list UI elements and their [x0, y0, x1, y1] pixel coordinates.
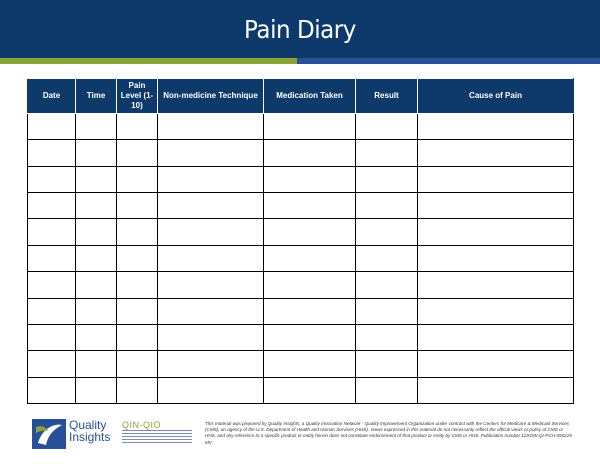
table-cell[interactable]	[418, 114, 574, 140]
table-cell[interactable]	[418, 351, 574, 377]
table-cell[interactable]	[117, 272, 158, 298]
column-header-date: Date	[28, 79, 76, 114]
table-cell[interactable]	[264, 219, 356, 245]
table-cell[interactable]	[158, 324, 264, 350]
table-cell[interactable]	[356, 324, 418, 350]
table-cell[interactable]	[264, 377, 356, 403]
table-row	[28, 140, 574, 166]
table-cell[interactable]	[28, 324, 76, 350]
table-cell[interactable]	[28, 219, 76, 245]
table-cell[interactable]	[356, 140, 418, 166]
table-cell[interactable]	[356, 166, 418, 192]
accent-stripe-blue	[297, 58, 600, 64]
table-row	[28, 324, 574, 350]
column-header-medication: Medication Taken	[264, 79, 356, 114]
table-cell[interactable]	[264, 193, 356, 219]
table-cell[interactable]	[356, 114, 418, 140]
table-cell[interactable]	[356, 298, 418, 324]
table-cell[interactable]	[117, 245, 158, 271]
table-cell[interactable]	[264, 166, 356, 192]
table-body	[28, 114, 574, 404]
table-cell[interactable]	[117, 377, 158, 403]
table-row	[28, 193, 574, 219]
table-cell[interactable]	[117, 166, 158, 192]
table-cell[interactable]	[356, 377, 418, 403]
table-cell[interactable]	[418, 219, 574, 245]
table-row	[28, 298, 574, 324]
table-cell[interactable]	[158, 298, 264, 324]
logo-text-quality: Quality	[69, 418, 107, 432]
table-cell[interactable]	[76, 193, 117, 219]
page-title: Pain Diary	[244, 15, 356, 44]
table-cell[interactable]	[418, 298, 574, 324]
table-cell[interactable]	[158, 219, 264, 245]
table-cell[interactable]	[158, 351, 264, 377]
table-cell[interactable]	[76, 114, 117, 140]
table-cell[interactable]	[117, 140, 158, 166]
table-cell[interactable]	[158, 245, 264, 271]
table-cell[interactable]	[356, 245, 418, 271]
table-cell[interactable]	[117, 298, 158, 324]
table-cell[interactable]	[264, 272, 356, 298]
table-cell[interactable]	[117, 114, 158, 140]
table-row	[28, 166, 574, 192]
table-cell[interactable]	[418, 140, 574, 166]
table-cell[interactable]	[356, 193, 418, 219]
table-cell[interactable]	[28, 114, 76, 140]
table-cell[interactable]	[117, 193, 158, 219]
table-cell[interactable]	[28, 166, 76, 192]
pain-diary-table	[27, 78, 574, 404]
table-row	[28, 377, 574, 403]
table-cell[interactable]	[28, 272, 76, 298]
table-cell[interactable]	[28, 351, 76, 377]
quality-insights-logo-icon	[32, 419, 66, 449]
table-cell[interactable]	[117, 351, 158, 377]
table-cell[interactable]	[76, 272, 117, 298]
table-cell[interactable]	[158, 140, 264, 166]
table-cell[interactable]	[418, 377, 574, 403]
table-cell[interactable]	[418, 166, 574, 192]
table-cell[interactable]	[264, 351, 356, 377]
table-cell[interactable]	[28, 298, 76, 324]
table-cell[interactable]	[76, 219, 117, 245]
column-header-technique: Non-medicine Technique	[158, 79, 264, 114]
table-cell[interactable]	[158, 193, 264, 219]
footer-disclaimer: This material was prepared by Quality Insights, a Quality Innovation Network - Quality Improvement Organization under contract with the Centers for Medicare & Medicaid Services (CMS), an agency of the U.S. Department of Health and Human Services (HHS). Views expressed in this material do not necessarily reflect the official views or policy of CMS or HHS, and any reference to a specific product or entity herein does not constitute endorsement of that product or entity by CMS or HHS. Publication number 12SOW-QI-PCH-050225-MV	[205, 421, 574, 445]
table-cell[interactable]	[264, 245, 356, 271]
table-cell[interactable]	[76, 166, 117, 192]
table-row	[28, 272, 574, 298]
table-row	[28, 245, 574, 271]
accent-stripe-green	[0, 58, 297, 64]
table-cell[interactable]	[356, 219, 418, 245]
table-cell[interactable]	[76, 245, 117, 271]
table-cell[interactable]	[264, 298, 356, 324]
table-cell[interactable]	[418, 193, 574, 219]
table-cell[interactable]	[76, 351, 117, 377]
column-header-pain-level: Pain Level (1-10)	[117, 79, 158, 114]
table-cell[interactable]	[28, 377, 76, 403]
table-cell[interactable]	[356, 351, 418, 377]
table-cell[interactable]	[356, 272, 418, 298]
table-cell[interactable]	[264, 140, 356, 166]
table-cell[interactable]	[264, 324, 356, 350]
table-header-row	[28, 79, 574, 114]
quality-insights-logo	[32, 419, 192, 449]
table-cell[interactable]	[28, 245, 76, 271]
logo-tagline-lines	[122, 430, 192, 448]
column-header-cause: Cause of Pain	[418, 79, 574, 114]
logo-text-insights: Insights	[69, 430, 111, 444]
table-cell[interactable]	[158, 166, 264, 192]
table-row	[28, 114, 574, 140]
table-cell[interactable]	[76, 298, 117, 324]
table-cell[interactable]	[158, 272, 264, 298]
table-cell[interactable]	[76, 377, 117, 403]
table-cell[interactable]	[117, 219, 158, 245]
table-cell[interactable]	[264, 114, 356, 140]
table-cell[interactable]	[28, 193, 76, 219]
table-cell[interactable]	[418, 245, 574, 271]
table-cell[interactable]	[76, 140, 117, 166]
column-header-time: Time	[76, 79, 117, 114]
table-cell[interactable]	[418, 324, 574, 350]
column-header-result: Result	[356, 79, 418, 114]
table-row	[28, 219, 574, 245]
table-row	[28, 351, 574, 377]
logo-text-qin-qio: QIN-QIO	[122, 420, 161, 430]
table-cell[interactable]	[418, 272, 574, 298]
table-cell[interactable]	[158, 114, 264, 140]
table-cell[interactable]	[158, 377, 264, 403]
table-cell[interactable]	[117, 324, 158, 350]
table-cell[interactable]	[28, 140, 76, 166]
table-cell[interactable]	[76, 324, 117, 350]
